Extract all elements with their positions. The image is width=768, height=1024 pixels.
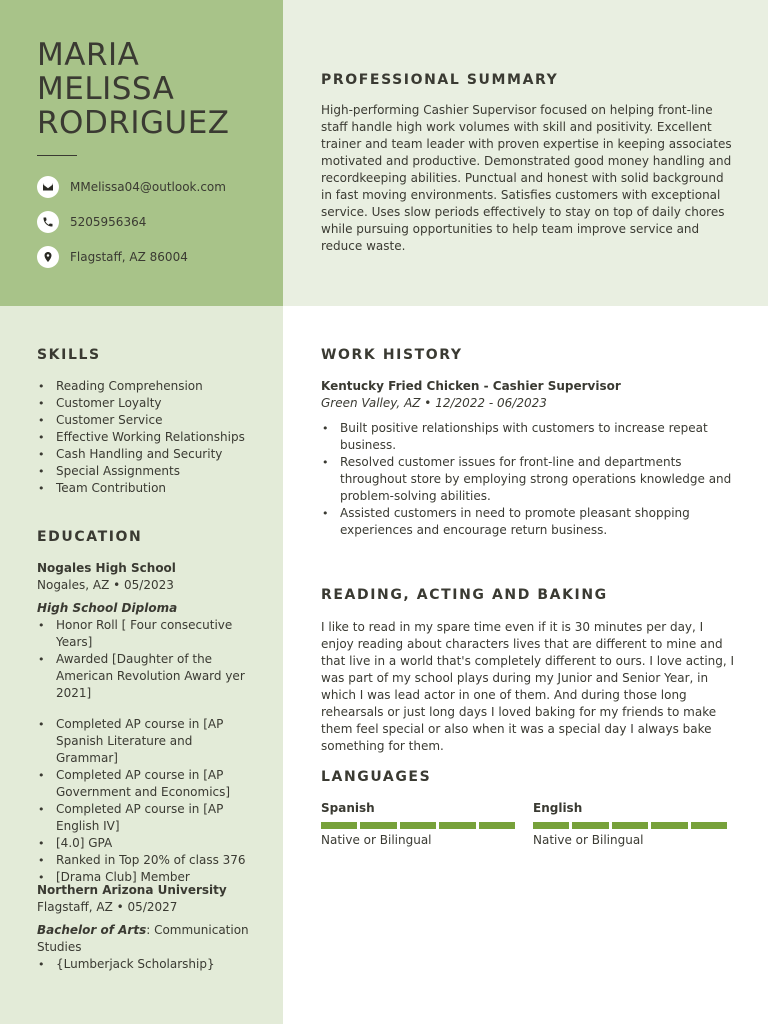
language-proficiency-bar [321, 822, 515, 829]
skill-item: • Reading Comprehension [37, 378, 277, 395]
degree-title: High School Diploma [37, 601, 178, 615]
school-location-date: Flagstaff, AZ • 05/2027 [37, 900, 178, 914]
proficiency-segment [691, 822, 727, 829]
degree-field: : Communication Studies [37, 923, 249, 954]
summary-title: PROFESSIONAL SUMMARY [321, 72, 559, 88]
education-title: EDUCATION [37, 529, 143, 545]
job-duty: • Resolved customer issues for front-line and departments throughout store by employing strong operations knowledge and problem-solving abilities. [321, 454, 736, 505]
proficiency-segment [479, 822, 515, 829]
honor-item: • Honor Roll [ Four consecutive Years] [37, 617, 252, 651]
languages-title: LANGUAGES [321, 769, 432, 785]
coursework-item: • [4.0] GPA [37, 835, 252, 852]
honor-item: • Awarded [Daughter of the American Revolution Award yer 2021] [37, 651, 252, 702]
name-line: MELISSA [37, 71, 175, 107]
coursework-item: • Completed AP course in [AP Spanish Literature and Grammar] [37, 716, 252, 767]
job-duty: • Assisted customers in need to promote pleasant shopping experiences and encourage return business. [321, 505, 736, 539]
coursework-item: • Completed AP course in [AP English IV] [37, 801, 252, 835]
education-entry-highschool [37, 560, 252, 886]
school-name: Northern Arizona University [37, 883, 227, 897]
coursework-item: • Completed AP course in [AP Government and Economics] [37, 767, 252, 801]
proficiency-segment [400, 822, 436, 829]
job-duties [321, 420, 736, 539]
hobbies-title: READING, ACTING AND BAKING [321, 587, 608, 603]
language-level: Native or Bilingual [321, 833, 432, 847]
skills-list [37, 378, 277, 497]
name-line: MARIA [37, 37, 140, 73]
coursework-item: • Ranked in Top 20% of class 376 [37, 852, 252, 869]
skill-item: • Effective Working Relationships [37, 429, 277, 446]
work-title: WORK HISTORY [321, 347, 463, 363]
degree-label: Bachelor of Arts [37, 923, 147, 937]
summary-text: High-performing Cashier Supervisor focused on helping front-line staff handle high work volumes with skill and positivity. Excellent trainer and team leader with proven expertise in keeping associates motivated and productive. Demonstrated good money handling and recordkeeping abilities. Punctual and honest with solid background in fast moving environments. Satisfies customers with exceptional service. Uses slow periods effectively to stay on top of daily chores while pursuing opportunities to help team improve service and reduce waste. [321, 103, 732, 253]
coursework-item: • [Drama Club] Member [37, 869, 252, 886]
location-pin-icon [37, 246, 59, 268]
phone-icon [37, 211, 59, 233]
proficiency-segment [321, 822, 357, 829]
proficiency-segment [651, 822, 687, 829]
contact-location [37, 246, 277, 268]
proficiency-segment [439, 822, 475, 829]
work-entry [321, 378, 736, 539]
candidate-name [37, 38, 277, 140]
education-entry-university [37, 882, 252, 973]
honors-list [37, 617, 252, 702]
language-spanish [321, 800, 515, 848]
skill-item: • Cash Handling and Security [37, 446, 277, 463]
name-line: RODRIGUEZ [37, 105, 230, 141]
skill-item: • Team Contribution [37, 480, 277, 497]
contact-email[interactable] [37, 176, 277, 198]
language-name: Spanish [321, 801, 375, 815]
contact-phone[interactable] [37, 211, 277, 233]
location-text: Flagstaff, AZ 86004 [70, 250, 188, 264]
job-location-date: Green Valley, AZ • 12/2022 - 06/2023 [321, 396, 547, 410]
hobbies-text: I like to read in my spare time even if it is 30 minutes per day, I enjoy reading about characters lives that are different to mine and that live in a world that's completely different to ours. I love acting, I was part of my school plays during my Junior and Senior Year, in which I was lead actor in one of them. And during those long rehearsals or just long days I loved baking for my friends to make them feel special or also when it was a special day I always bake something for them. [321, 620, 735, 753]
degree-line [37, 922, 252, 956]
skill-item: • Special Assignments [37, 463, 277, 480]
email-text: MMelissa04@outlook.com [70, 180, 226, 194]
proficiency-segment [612, 822, 648, 829]
job-heading: Kentucky Fried Chicken - Cashier Supervisor [321, 379, 621, 393]
language-english [533, 800, 727, 848]
language-proficiency-bar [533, 822, 727, 829]
phone-text: 5205956364 [70, 215, 147, 229]
skill-item: • Customer Service [37, 412, 277, 429]
proficiency-segment [533, 822, 569, 829]
language-level: Native or Bilingual [533, 833, 644, 847]
scholarship-list [37, 956, 252, 973]
proficiency-segment [572, 822, 608, 829]
skill-item: • Customer Loyalty [37, 395, 277, 412]
coursework-list [37, 716, 252, 886]
school-location-date: Nogales, AZ • 05/2023 [37, 578, 174, 592]
proficiency-segment [360, 822, 396, 829]
language-name: English [533, 801, 583, 815]
envelope-icon [37, 176, 59, 198]
skills-title: SKILLS [37, 347, 101, 363]
school-name: Nogales High School [37, 561, 176, 575]
scholarship-item: • {Lumberjack Scholarship} [37, 956, 252, 973]
name-divider [37, 155, 77, 156]
job-duty: • Built positive relationships with customers to increase repeat business. [321, 420, 736, 454]
